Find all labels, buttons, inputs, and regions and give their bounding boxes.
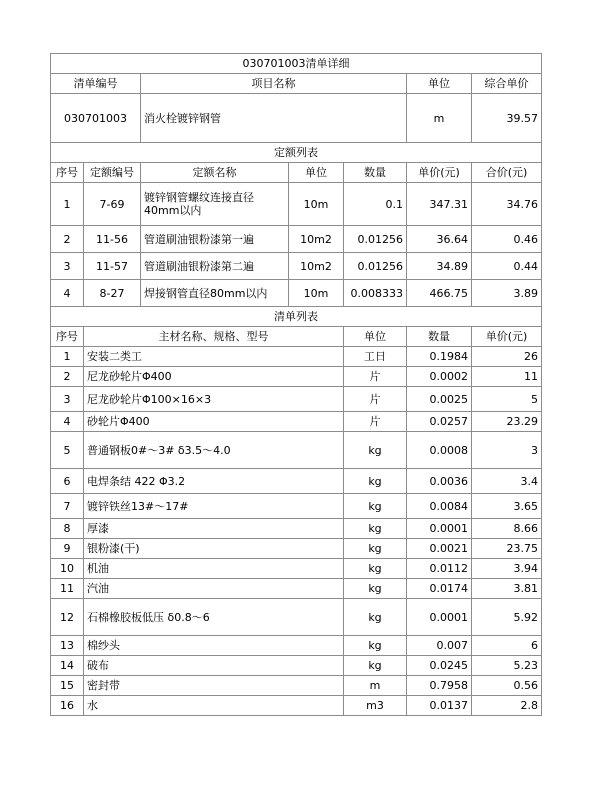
quota-row-total: 0.44 xyxy=(472,253,542,280)
material-row-price: 5.23 xyxy=(472,656,542,676)
material-row-unit: m xyxy=(344,676,407,696)
material-row xyxy=(51,579,542,599)
material-row xyxy=(51,636,542,656)
quota-row xyxy=(51,280,542,307)
material-row xyxy=(51,559,542,579)
materials-section-row xyxy=(51,307,542,327)
material-row xyxy=(51,519,542,539)
material-row xyxy=(51,412,542,432)
item-price: 39.57 xyxy=(472,94,542,143)
materials-rows xyxy=(51,347,542,716)
quota-col-qty: 数量 xyxy=(344,163,407,183)
material-row-name: 砂轮片Φ400 xyxy=(84,412,344,432)
material-row-price: 23.29 xyxy=(472,412,542,432)
item-name: 消火栓镀锌钢管 xyxy=(141,94,407,143)
quota-row-name: 管道刷油银粉漆第一遍 xyxy=(141,226,289,253)
material-row-no: 2 xyxy=(51,367,84,387)
material-row-no: 1 xyxy=(51,347,84,367)
material-row-unit: 工日 xyxy=(344,347,407,367)
material-row-unit: kg xyxy=(344,539,407,559)
name-label: 项目名称 xyxy=(141,74,407,94)
material-row-no: 15 xyxy=(51,676,84,696)
quota-row-total: 3.89 xyxy=(472,280,542,307)
material-row-qty: 0.0001 xyxy=(407,599,472,636)
material-row-no: 5 xyxy=(51,432,84,469)
material-row-name: 厚漆 xyxy=(84,519,344,539)
material-row-no: 7 xyxy=(51,494,84,519)
material-row-qty: 0.0008 xyxy=(407,432,472,469)
material-row-no: 6 xyxy=(51,469,84,494)
material-row-qty: 0.7958 xyxy=(407,676,472,696)
material-row xyxy=(51,696,542,716)
material-row-name: 机油 xyxy=(84,559,344,579)
quota-rows xyxy=(51,183,542,307)
quota-section-row xyxy=(51,143,542,163)
material-row-unit: kg xyxy=(344,519,407,539)
material-row-price: 3.4 xyxy=(472,469,542,494)
material-row-qty: 0.1984 xyxy=(407,347,472,367)
detail-sheet xyxy=(50,53,541,716)
quota-row-unit: 10m2 xyxy=(289,253,344,280)
material-row xyxy=(51,656,542,676)
material-row-unit: kg xyxy=(344,559,407,579)
material-row-price: 3.65 xyxy=(472,494,542,519)
materials-col-price: 单价(元) xyxy=(472,327,542,347)
quota-row-qty: 0.01256 xyxy=(344,253,407,280)
material-row-price: 8.66 xyxy=(472,519,542,539)
material-row-qty: 0.0002 xyxy=(407,367,472,387)
quota-row-no: 4 xyxy=(51,280,84,307)
material-row-price: 3.94 xyxy=(472,559,542,579)
material-row-unit: kg xyxy=(344,469,407,494)
material-row-name: 水 xyxy=(84,696,344,716)
material-row-no: 8 xyxy=(51,519,84,539)
material-row-no: 10 xyxy=(51,559,84,579)
material-row-name: 镀锌铁丝13#～17# xyxy=(84,494,344,519)
quota-row-code: 11-57 xyxy=(84,253,141,280)
materials-col-no: 序号 xyxy=(51,327,84,347)
material-row-price: 5.92 xyxy=(472,599,542,636)
material-row-name: 石棉橡胶板低压 δ0.8～6 xyxy=(84,599,344,636)
material-row-unit: kg xyxy=(344,599,407,636)
quota-row-no: 3 xyxy=(51,253,84,280)
quota-row-price: 34.89 xyxy=(407,253,472,280)
sheet-title: 030701003清单详细 xyxy=(51,54,542,74)
material-row-name: 汽油 xyxy=(84,579,344,599)
material-row xyxy=(51,387,542,412)
material-row-name: 棉纱头 xyxy=(84,636,344,656)
material-row-name: 银粉漆(干) xyxy=(84,539,344,559)
material-row xyxy=(51,494,542,519)
material-row-price: 3.81 xyxy=(472,579,542,599)
material-row-no: 12 xyxy=(51,599,84,636)
material-row-qty: 0.007 xyxy=(407,636,472,656)
quota-row-price: 36.64 xyxy=(407,226,472,253)
quota-col-name: 定额名称 xyxy=(141,163,289,183)
quota-row-qty: 0.008333 xyxy=(344,280,407,307)
quota-row xyxy=(51,226,542,253)
materials-col-qty: 数量 xyxy=(407,327,472,347)
material-row-price: 26 xyxy=(472,347,542,367)
unit-label: 单位 xyxy=(407,74,472,94)
material-row xyxy=(51,347,542,367)
quota-row-price: 347.31 xyxy=(407,183,472,226)
material-row-no: 4 xyxy=(51,412,84,432)
material-row-price: 11 xyxy=(472,367,542,387)
code-label: 清单编号 xyxy=(51,74,141,94)
material-row xyxy=(51,432,542,469)
materials-header-row xyxy=(51,327,542,347)
quota-row-code: 11-56 xyxy=(84,226,141,253)
material-row-qty: 0.0001 xyxy=(407,519,472,539)
quota-row xyxy=(51,253,542,280)
materials-col-unit: 单位 xyxy=(344,327,407,347)
material-row-qty: 0.0084 xyxy=(407,494,472,519)
material-row xyxy=(51,539,542,559)
quota-row-qty: 0.01256 xyxy=(344,226,407,253)
material-row-unit: 片 xyxy=(344,367,407,387)
material-row-unit: 片 xyxy=(344,387,407,412)
detail-table xyxy=(50,53,542,716)
material-row-qty: 0.0137 xyxy=(407,696,472,716)
material-row-unit: kg xyxy=(344,494,407,519)
price-label: 综合单价 xyxy=(472,74,542,94)
quota-col-no: 序号 xyxy=(51,163,84,183)
item-unit: m xyxy=(407,94,472,143)
quota-col-unit: 单位 xyxy=(289,163,344,183)
material-row xyxy=(51,469,542,494)
material-row-no: 14 xyxy=(51,656,84,676)
material-row-price: 6 xyxy=(472,636,542,656)
material-row xyxy=(51,599,542,636)
quota-col-price: 单价(元) xyxy=(407,163,472,183)
quota-section-title: 定额列表 xyxy=(51,143,542,163)
material-row-unit: kg xyxy=(344,579,407,599)
material-row-price: 3 xyxy=(472,432,542,469)
material-row-price: 2.8 xyxy=(472,696,542,716)
quota-row-code: 7-69 xyxy=(84,183,141,226)
quota-row-no: 2 xyxy=(51,226,84,253)
material-row xyxy=(51,367,542,387)
material-row-name: 尼龙砂轮片Φ100×16×3 xyxy=(84,387,344,412)
material-row-unit: 片 xyxy=(344,412,407,432)
quota-row-price: 466.75 xyxy=(407,280,472,307)
quota-row-name: 管道刷油银粉漆第二遍 xyxy=(141,253,289,280)
material-row-qty: 0.0257 xyxy=(407,412,472,432)
quota-row-total: 34.76 xyxy=(472,183,542,226)
quota-col-total: 合价(元) xyxy=(472,163,542,183)
materials-section-title: 清单列表 xyxy=(51,307,542,327)
material-row-no: 13 xyxy=(51,636,84,656)
material-row-no: 9 xyxy=(51,539,84,559)
material-row-qty: 0.0025 xyxy=(407,387,472,412)
material-row-unit: m3 xyxy=(344,696,407,716)
quota-row-name: 焊接钢管直径80mm以内 xyxy=(141,280,289,307)
item-row xyxy=(51,94,542,143)
material-row-name: 尼龙砂轮片Φ400 xyxy=(84,367,344,387)
quota-row-unit: 10m xyxy=(289,183,344,226)
quota-row-name: 镀锌钢管螺纹连接直径40mm以内 xyxy=(141,183,289,226)
quota-row-qty: 0.1 xyxy=(344,183,407,226)
material-row-qty: 0.0174 xyxy=(407,579,472,599)
material-row-qty: 0.0021 xyxy=(407,539,472,559)
material-row-name: 安装二类工 xyxy=(84,347,344,367)
quota-header-row xyxy=(51,163,542,183)
quota-row-code: 8-27 xyxy=(84,280,141,307)
material-row xyxy=(51,676,542,696)
material-row-name: 电焊条结 422 Φ3.2 xyxy=(84,469,344,494)
title-row xyxy=(51,54,542,74)
material-row-name: 破布 xyxy=(84,656,344,676)
material-row-price: 23.75 xyxy=(472,539,542,559)
material-row-price: 5 xyxy=(472,387,542,412)
quota-row-no: 1 xyxy=(51,183,84,226)
material-row-qty: 0.0245 xyxy=(407,656,472,676)
material-row-unit: kg xyxy=(344,636,407,656)
material-row-name: 密封带 xyxy=(84,676,344,696)
material-row-no: 3 xyxy=(51,387,84,412)
item-header-row xyxy=(51,74,542,94)
material-row-qty: 0.0036 xyxy=(407,469,472,494)
materials-col-name: 主材名称、规格、型号 xyxy=(84,327,344,347)
quota-row-unit: 10m2 xyxy=(289,226,344,253)
material-row-no: 11 xyxy=(51,579,84,599)
material-row-name: 普通钢板0#～3# δ3.5～4.0 xyxy=(84,432,344,469)
item-code: 030701003 xyxy=(51,94,141,143)
material-row-unit: kg xyxy=(344,432,407,469)
material-row-price: 0.56 xyxy=(472,676,542,696)
material-row-no: 16 xyxy=(51,696,84,716)
quota-col-code: 定额编号 xyxy=(84,163,141,183)
quota-row xyxy=(51,183,542,226)
material-row-unit: kg xyxy=(344,656,407,676)
material-row-qty: 0.0112 xyxy=(407,559,472,579)
quota-row-unit: 10m xyxy=(289,280,344,307)
quota-row-total: 0.46 xyxy=(472,226,542,253)
